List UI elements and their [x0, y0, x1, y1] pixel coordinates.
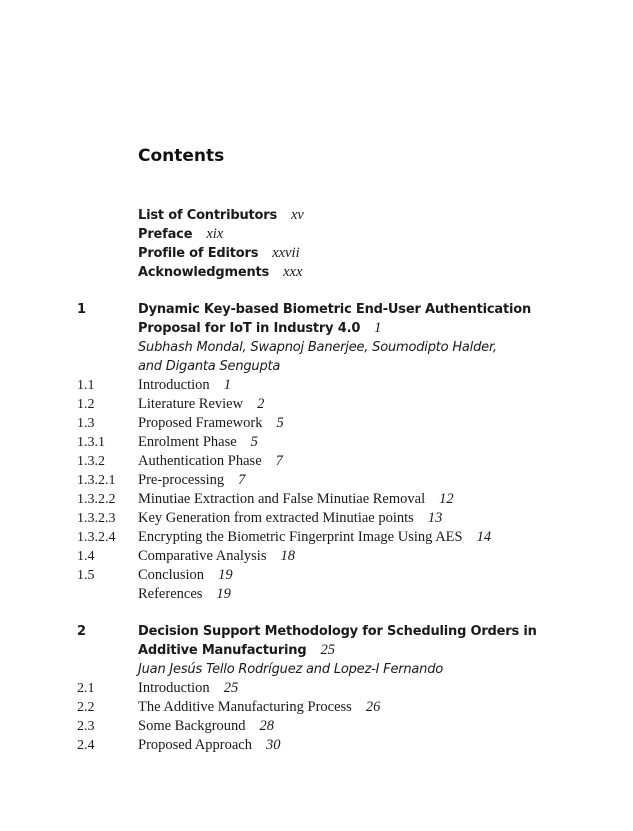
- section-number: 1.3.2.4: [77, 530, 116, 545]
- toc-entry[interactable]: [0, 395, 633, 414]
- toc-entry[interactable]: [0, 585, 633, 604]
- section-title: The Additive Manufacturing Process 26: [138, 699, 381, 715]
- toc-entry[interactable]: [0, 433, 633, 452]
- page-number: 1: [374, 320, 382, 336]
- toc-entry[interactable]: [0, 376, 633, 395]
- page-number: 2: [257, 396, 265, 412]
- toc-entry[interactable]: [0, 717, 633, 736]
- chapter-heading[interactable]: [0, 622, 633, 641]
- toc-entry[interactable]: [0, 471, 633, 490]
- front-matter-title: List of Contributors xv: [138, 207, 304, 223]
- section-number: 1.3.2.1: [77, 473, 116, 488]
- chapter-title-line: Dynamic Key-based Biometric End-User Authentication: [138, 302, 532, 317]
- page-number: 25: [320, 642, 335, 658]
- chapter-title-line: Proposal for IoT in Industry 4.0 1: [138, 320, 382, 336]
- chapter-title-line: Decision Support Methodology for Scheduling Orders in: [138, 624, 537, 639]
- page-number: 1: [223, 377, 231, 393]
- front-matter-item[interactable]: [0, 244, 633, 263]
- front-matter-title: Preface xix: [138, 226, 224, 242]
- toc-entry[interactable]: [0, 452, 633, 471]
- section-number: 1.1: [77, 378, 95, 393]
- page-number: xix: [206, 226, 224, 242]
- page-number: xxx: [283, 264, 303, 280]
- section-number: 2.4: [77, 738, 95, 753]
- section-number: 1.5: [77, 568, 95, 583]
- section-title: Conclusion 19: [138, 567, 233, 583]
- page-number: 5: [276, 415, 284, 431]
- section-title: Proposed Approach 30: [138, 737, 281, 753]
- chapter-heading-cont[interactable]: [0, 641, 633, 660]
- chapter-authors: [0, 660, 633, 679]
- section-title: References 19: [138, 586, 231, 602]
- chapter-title-line: Additive Manufacturing 25: [138, 642, 335, 658]
- toc-entry[interactable]: [0, 528, 633, 547]
- section-title: Some Background 28: [138, 718, 275, 734]
- front-matter-title: Profile of Editors xxvii: [138, 245, 300, 261]
- section-title: Introduction 1: [138, 377, 231, 393]
- page-number: 26: [365, 699, 381, 715]
- section-title: Enrolment Phase 5: [138, 434, 258, 450]
- page-number: 25: [223, 680, 239, 696]
- page-number: xxvii: [272, 245, 300, 261]
- section-title: Minutiae Extraction and False Minutiae Removal 12: [138, 491, 454, 507]
- page-number: 5: [250, 434, 258, 450]
- toc-entry[interactable]: [0, 490, 633, 509]
- section-title: Comparative Analysis 18: [138, 548, 295, 564]
- chapter-number: 1: [77, 302, 87, 317]
- chapter-number: 2: [77, 624, 87, 639]
- front-matter-title: Acknowledgments xxx: [138, 264, 303, 280]
- toc-entry[interactable]: [0, 414, 633, 433]
- chapter-authors: [0, 338, 633, 357]
- section-number: 1.4: [77, 549, 95, 564]
- front-matter-item[interactable]: [0, 206, 633, 225]
- toc-entry[interactable]: [0, 698, 633, 717]
- section-number: 1.3: [77, 416, 95, 431]
- section-title: Key Generation from extracted Minutiae points 13: [138, 510, 443, 526]
- page-number: 13: [427, 510, 443, 526]
- section-title: Pre-processing 7: [138, 472, 246, 488]
- section-number: 1.3.1: [77, 435, 105, 450]
- page-number: 14: [476, 529, 492, 545]
- section-title: Encrypting the Biometric Fingerprint Image Using AES 14: [138, 529, 492, 545]
- section-number: 1.3.2.3: [77, 511, 116, 526]
- page-number: 19: [218, 567, 233, 583]
- page-number: 18: [280, 548, 295, 564]
- front-matter-item[interactable]: [0, 225, 633, 244]
- page-number: xv: [291, 207, 304, 223]
- section-number: 1.3.2: [77, 454, 105, 469]
- section-number: 1.3.2.2: [77, 492, 116, 507]
- section-title: Introduction 25: [138, 680, 239, 696]
- chapter-authors: [0, 357, 633, 376]
- front-matter-item[interactable]: [0, 263, 633, 282]
- page-number: 19: [216, 586, 231, 602]
- section-title: Proposed Framework 5: [138, 415, 284, 431]
- toc-entry[interactable]: [0, 509, 633, 528]
- author-line: Subhash Mondal, Swapnoj Banerjee, Soumodipto Halder,: [138, 340, 497, 355]
- page-number: 12: [439, 491, 454, 507]
- section-number: 2.1: [77, 681, 95, 696]
- page-number: 30: [265, 737, 281, 753]
- toc-entry[interactable]: [0, 547, 633, 566]
- page-title: Contents: [138, 146, 225, 166]
- section-number: 2.2: [77, 700, 95, 715]
- section-number: 1.2: [77, 397, 95, 412]
- toc-entry[interactable]: [0, 679, 633, 698]
- chapter-heading[interactable]: [0, 300, 633, 319]
- section-title: Literature Review 2: [138, 396, 265, 412]
- author-line: Juan Jesús Tello Rodríguez and Lopez-I Fernando: [138, 662, 444, 677]
- section-title: Authentication Phase 7: [138, 453, 283, 469]
- page-number: 7: [275, 453, 283, 469]
- page-number: 28: [259, 718, 275, 734]
- author-line: and Diganta Sengupta: [138, 359, 281, 374]
- page-number: 7: [238, 472, 246, 488]
- section-number: 2.3: [77, 719, 95, 734]
- toc-entry[interactable]: [0, 736, 633, 755]
- chapter-heading-cont[interactable]: [0, 319, 633, 338]
- toc-entry[interactable]: [0, 566, 633, 585]
